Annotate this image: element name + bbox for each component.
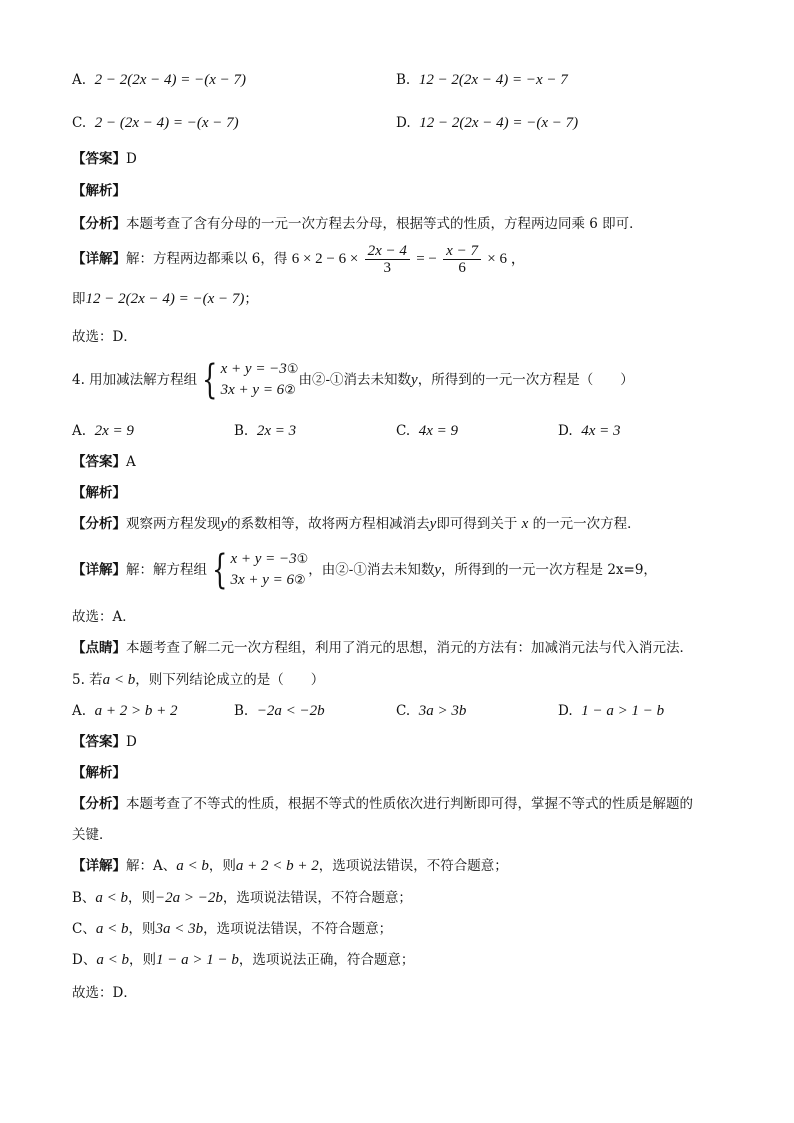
equation-1: x + y = −3 <box>230 551 297 567</box>
q3-option-c <box>72 113 239 133</box>
q4-dianjing <box>72 638 693 658</box>
xiangjie-tag: 【详解】 <box>72 251 126 267</box>
dianjing-text: 本题考查了解二元一次方程组，利用了消元的思想，消元的方法有：加减消元法与代入消元法． <box>126 640 693 656</box>
fenxi-text: 本题考查了不等式的性质，根据不等式的性质依次进行判断即可得，掌握不等式的性质是解题的 <box>126 796 693 812</box>
numerator: 2x − 4 <box>365 243 410 260</box>
q4-option-d <box>558 421 621 441</box>
condition: a < b <box>95 921 129 937</box>
q5-fenxi-cont <box>72 825 113 845</box>
option-expression: −2a < −2b <box>256 703 325 719</box>
option-letter: D. <box>558 703 573 719</box>
q4-stem <box>72 358 634 402</box>
option-expression: 12 − 2(2x − 4) = −x − 7 <box>418 72 568 88</box>
text: ，则 <box>128 890 156 906</box>
equation-2: 3x + y = 6 <box>220 382 285 398</box>
variable: x <box>521 516 529 532</box>
question-text: 4. 用加减法解方程组 <box>72 372 198 388</box>
fenxi-tag: 【分析】 <box>72 216 126 232</box>
equation-2: 3x + y = 6 <box>230 572 295 588</box>
option-expression: 2x = 9 <box>94 423 134 439</box>
option-letter: D. <box>396 115 411 131</box>
result: 3a < 3b <box>155 921 204 937</box>
q4-guxuan <box>72 607 136 627</box>
option-expression: 4x = 3 <box>581 423 621 439</box>
jiexi-tag: 【解析】 <box>72 765 126 781</box>
q4-jiexi <box>72 483 126 503</box>
text: B、 <box>72 890 96 906</box>
text: ，选项说法错误，不符合题意； <box>222 890 412 906</box>
q3-option-b <box>396 70 568 90</box>
guxuan-text: 故选：A． <box>72 609 136 625</box>
q4-option-a <box>72 421 134 441</box>
q5-stem <box>72 670 324 690</box>
q5-xiangjie-d <box>72 950 414 970</box>
equation-system <box>197 359 298 401</box>
fenxi-text: 关键． <box>72 827 113 843</box>
q4-option-b <box>234 421 296 441</box>
option-letter: A. <box>72 423 87 439</box>
xiangjie-text: ，由②-①消去未知数 <box>308 562 435 578</box>
q3-xiangjie <box>72 240 526 278</box>
equation-1: x + y = −3 <box>220 361 287 377</box>
q5-xiangjie-c <box>72 919 392 939</box>
question-text: ，则下列结论成立的是（ ） <box>135 672 325 688</box>
variable: y <box>411 372 418 388</box>
option-expression: 2x = 3 <box>256 423 297 439</box>
fraction <box>443 243 481 276</box>
circle-mark: ① <box>286 362 299 377</box>
condition: a < b <box>176 858 209 874</box>
condition: a < b <box>96 952 129 968</box>
fraction <box>365 243 410 276</box>
fenxi-text: 的系数相等，故将两方程相减消去 <box>227 516 430 532</box>
option-expression: 2 − (2x − 4) = −(x − 7) <box>94 115 239 131</box>
equation-part: × 6 ， <box>487 251 526 267</box>
fenxi-text: 的一元一次方程． <box>532 516 641 532</box>
option-letter: A. <box>72 72 87 88</box>
option-letter: C. <box>396 423 411 439</box>
q5-fenxi <box>72 794 693 814</box>
text: ，选项说法错误，不符合题意； <box>203 921 393 937</box>
q5-answer <box>72 732 137 752</box>
option-letter: C. <box>72 115 87 131</box>
text: ； <box>244 291 258 307</box>
answer-value: D <box>126 734 137 750</box>
q3-line2 <box>72 289 258 309</box>
q3-option-d <box>396 113 578 133</box>
option-letter: B. <box>234 703 249 719</box>
result: −2a > −2b <box>155 890 223 906</box>
brace-icon: { <box>202 357 218 403</box>
fenxi-text: 本题考查了含有分母的一元一次方程去分母，根据等式的性质，方程两边同乘 6 即可． <box>126 216 643 232</box>
q4-fenxi <box>72 514 641 534</box>
text: ，则 <box>208 858 236 874</box>
jiexi-tag: 【解析】 <box>72 485 126 501</box>
guxuan-text: 故选：D． <box>72 985 137 1001</box>
option-letter: A. <box>72 703 87 719</box>
question-text: 由②-①消去未知数 <box>298 372 412 388</box>
result: a + 2 < b + 2 <box>235 858 319 874</box>
jiexi-tag: 【解析】 <box>72 183 126 199</box>
q3-answer <box>72 149 137 169</box>
option-letter: D. <box>558 423 573 439</box>
text: C、 <box>72 921 96 937</box>
result: 1 − a > 1 − b <box>155 952 239 968</box>
q5-xiangjie-b <box>72 888 412 908</box>
question-text: ，所得到的一元一次方程是（ ） <box>417 372 634 388</box>
q5-option-d <box>558 701 664 721</box>
condition: a < b <box>102 672 136 688</box>
text: 即 <box>72 291 86 307</box>
option-letter: C. <box>396 703 411 719</box>
fenxi-tag: 【分析】 <box>72 516 126 532</box>
q3-guxuan <box>72 327 137 347</box>
option-letter: B. <box>234 423 249 439</box>
answer-value: D <box>126 151 137 167</box>
fenxi-text: 即可得到关于 <box>436 516 518 532</box>
circle-mark: ① <box>296 552 309 567</box>
option-expression: a + 2 > b + 2 <box>94 703 178 719</box>
q5-xiangjie-a <box>72 856 508 876</box>
fenxi-tag: 【分析】 <box>72 796 126 812</box>
text: ，则 <box>128 952 156 968</box>
xiangjie-text: 解：方程两边都乘以 6，得 <box>126 251 288 267</box>
circle-mark: ② <box>284 383 296 398</box>
q5-jiexi <box>72 763 126 783</box>
denominator: 3 <box>383 260 392 276</box>
variable: y <box>220 516 228 532</box>
text: ，选项说法正确，符合题意； <box>238 952 415 968</box>
q4-option-c <box>396 421 458 441</box>
q5-guxuan <box>72 983 137 1003</box>
question-text: 5. 若 <box>72 672 103 688</box>
text: 解：A、 <box>126 858 177 874</box>
fenxi-text: 观察两方程发现 <box>126 516 221 532</box>
option-letter: B. <box>396 72 411 88</box>
xiangjie-tag: 【详解】 <box>72 858 126 874</box>
xiangjie-tag: 【详解】 <box>72 562 126 578</box>
option-expression: 2 − 2(2x − 4) = −(x − 7) <box>94 72 247 88</box>
equation-system <box>207 549 308 591</box>
equation-part: 6 × 2 − 6 × <box>291 251 359 267</box>
dianjing-tag: 【点睛】 <box>72 640 126 656</box>
guxuan-text: 故选：D． <box>72 329 137 345</box>
denominator: 6 <box>458 260 466 276</box>
xiangjie-text: 解：解方程组 <box>126 562 207 578</box>
q3-jiexi <box>72 181 126 201</box>
numerator: x − 7 <box>443 243 481 260</box>
q5-option-a <box>72 701 178 721</box>
option-expression: 3a > 3b <box>418 703 467 719</box>
option-expression: 1 − a > 1 − b <box>581 703 665 719</box>
q3-option-a <box>72 70 246 90</box>
circle-mark: ② <box>294 573 306 588</box>
xiangjie-text: ，所得到的一元一次方程是 2x=9， <box>441 562 657 578</box>
answer-tag: 【答案】 <box>72 734 126 750</box>
option-expression: 4x = 9 <box>418 423 459 439</box>
q4-xiangjie <box>72 548 657 592</box>
q5-option-c <box>396 701 466 721</box>
q4-answer <box>72 452 136 472</box>
option-expression: 12 − 2(2x − 4) = −(x − 7) <box>419 115 579 131</box>
answer-value: A <box>126 454 136 470</box>
equation-part: = − <box>416 251 437 267</box>
variable: y <box>434 562 442 578</box>
text: ，则 <box>128 921 156 937</box>
variable: y <box>429 516 437 532</box>
text: ，选项说法错误，不符合题意； <box>318 858 508 874</box>
q3-fenxi <box>72 214 643 234</box>
answer-tag: 【答案】 <box>72 454 126 470</box>
condition: a < b <box>95 890 129 906</box>
answer-tag: 【答案】 <box>72 151 126 167</box>
text: D、 <box>72 952 97 968</box>
equation: 12 − 2(2x − 4) = −(x − 7) <box>85 291 245 307</box>
q5-option-b <box>234 701 325 721</box>
brace-icon: { <box>212 547 228 593</box>
